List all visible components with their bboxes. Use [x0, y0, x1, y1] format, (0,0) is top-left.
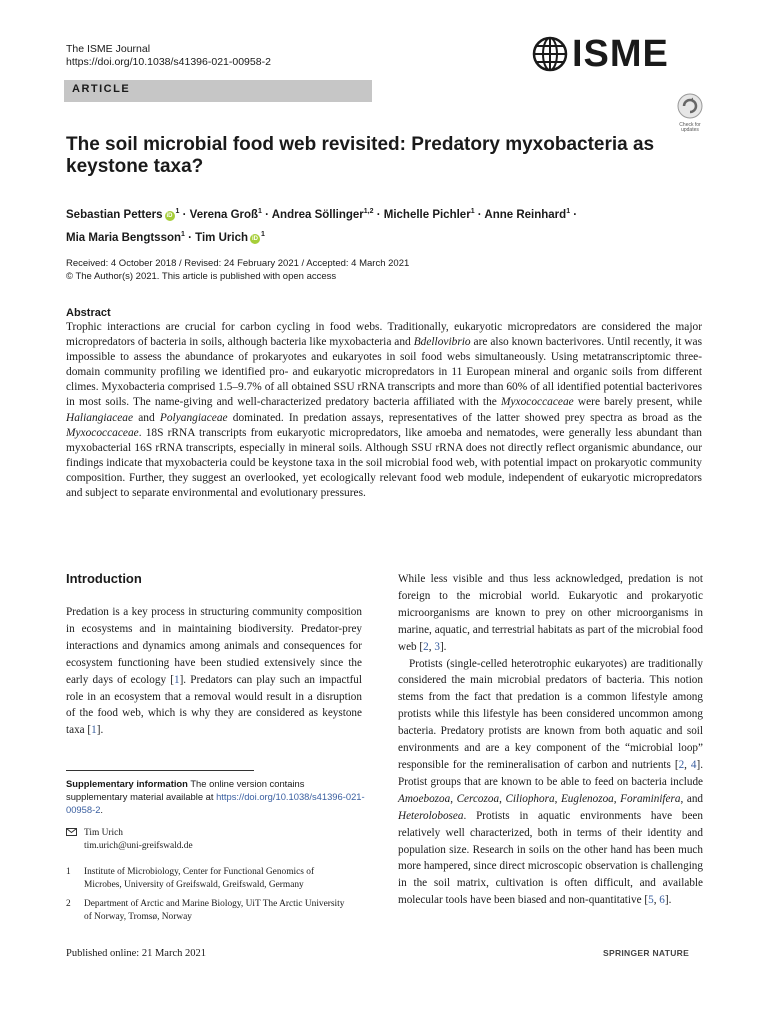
affiliation-sup: 1,2 [363, 208, 374, 215]
check-for-updates-icon[interactable] [675, 92, 705, 126]
author-name[interactable]: Anne Reinhard [484, 208, 567, 221]
affiliation-sup: 1 [175, 208, 180, 215]
affiliation-sup: 1 [181, 230, 185, 238]
publisher-logo: SPRINGER NATURE [603, 948, 690, 958]
abstract-heading: Abstract [66, 307, 111, 319]
taxon-name: Polyangiaceae [159, 411, 228, 424]
separator: · [179, 208, 190, 221]
author-name[interactable]: Mia Maria Bengtsson [66, 231, 182, 244]
supp-label: Supplementary information [66, 778, 188, 789]
check-for-updates-label: Check for updates [679, 122, 701, 133]
doi-link[interactable]: https://doi.org/10.1038/s41396-021-00958-2 [66, 56, 271, 68]
affiliation-sup: 1 [470, 208, 475, 215]
isme-logo [532, 34, 669, 74]
taxon-name: Amoebozoa [398, 792, 451, 805]
paragraph-part: ]. [664, 894, 672, 907]
citation-link[interactable]: 6 [659, 894, 665, 907]
abstract-part: and [133, 411, 160, 424]
supplementary-info [66, 777, 366, 816]
taxon-name: Bdellovibrio [413, 336, 471, 349]
abstract-part: Trophic interactions are crucial for carbon cycling in food webs. Traditionally, eukaryotic micropredators are considered the major micropredators of bacteria in soils, although bacteria like myxobacteria and [66, 321, 702, 349]
paragraph-part: ]. [96, 724, 104, 737]
separator: · [261, 208, 272, 221]
citation-link[interactable]: 1 [173, 673, 180, 686]
abstract-part: . 18S rRNA transcripts from eukaryotic micropredators, like amoeba and nematodes, were generally less abundant than myxobacterial 16S rRNA transcripts, especially in mineral soils. Although SSU rRNA does not directly reflect organismic abundance, our findings indicate that myxobacteria could be keystone taxa in the soil microbial food web, with potential impact on prokaryotic community composition. Further, they suggest an overlooked, yet ecologically relevant food web module, independent of eukaryotic micropredators and subject to separate environmental and evolutionary pressures. [66, 426, 702, 500]
affiliation-sup: 1 [566, 208, 571, 215]
corresponding-email[interactable]: tim.urich@uni-greifswald.de [84, 841, 193, 851]
corresponding-author: Tim Urich [84, 828, 123, 838]
affiliation-text: Institute of Microbiology, Center for Functional Genomics of Microbes, University of Greifswald, Greifswald, Germany [84, 867, 315, 890]
affiliation-number: 1 [66, 867, 71, 877]
separator: · [373, 208, 384, 221]
footnote-divider [66, 770, 254, 771]
intro-right-column [398, 571, 703, 909]
paragraph: Protists (single-celled heterotrophic eukaryotes) are traditionally considered the main microbial predators of bacteria. This notion stems from the fact that predation is a common lifestyle among protists while this lifestyle has been considered uncommon among bacteria. Predatory protists are known from both aquatic and soil environments and are a key component of the “microbial loop” responsible for the remineralisation of carbon and nutrients [2, 4]. Protist groups that are known to be able to feed on bacteria include Amoebozoa, Cercozoa, Ciliophora, Euglenozoa, Foraminifera, and Heterolobosea. Protists in aquatic environments have been relatively well characterized, both in terms of their identity and population size. Research in soils on the other hand has been much more hampered, since direct microscopic observation is challenging in the soil matrix, cultivation is often difficult, and available molecular tools have been biased and non-quantitative [5, 6]. [398, 657, 704, 907]
correspondence [84, 827, 193, 853]
taxon-name: Euglenozoa [560, 792, 614, 805]
abstract-part: were barely present, while [573, 396, 703, 409]
supp-end: . [100, 804, 104, 815]
separator: · [184, 231, 196, 244]
dates-block [66, 257, 409, 283]
taxon-name: Cercozoa [456, 792, 500, 805]
logo-text: ISME [572, 32, 669, 75]
copyright-line: © The Author(s) 2021. This article is published with open access [66, 271, 337, 282]
paragraph-part: While less visible and thus less acknowledged, predation is not foreign to the microbial world. Eukaryotic and prokaryotic microorganisms are known to prey on other microorganisms in marine, aquatic, and terrestrial habitats as part of the microbial food web [ [398, 573, 703, 653]
citation-link[interactable]: 2 [423, 640, 429, 653]
author-name[interactable]: Tim Urich [195, 231, 248, 244]
section-label: ARTICLE [72, 83, 131, 95]
affiliation-sup: 1 [258, 208, 262, 215]
author-name[interactable]: Verena Groß [189, 208, 259, 221]
supp-text: The online version contains supplementary material available at [66, 778, 305, 802]
author-name[interactable]: Michelle Pichler [383, 208, 471, 221]
citation-link[interactable]: 2 [678, 758, 685, 771]
citation-link[interactable]: 1 [91, 724, 97, 737]
affiliation-number: 2 [66, 899, 71, 909]
abstract-part: dominated. In predation assays, representatives of the latter showed prey spectra as broad as the [227, 411, 702, 424]
taxon-name: Haliangiaceae [66, 411, 134, 424]
paragraph-part: Predation is a key process in structuring community composition in ecosystems and in maintaining biodiversity. Predator-prey interactions and dynamics among animals and consequences for ecosystem functioning have been studied extensively since the early days of ecology [ [66, 606, 362, 686]
citation-link[interactable]: 3 [434, 640, 440, 653]
taxon-name: Ciliophora [505, 792, 555, 805]
abstract-part: are also known bacterivores. Until recently, it was impossible to assess the abundance of prokaryotes and eukaryotes in soil food webs simultaneously. Using metatranscriptomic three-domain community profiling we identified pro- and eukaryotic micropredators in 11 European mineral and organic soils from different climes. Myxobacteria comprised 1.5–9.7% of all obtained SSU rRNA transcripts and more than 60% of all identified potential bacterivores in most soils. The name-giving and well-characterized predatory bacteria affiliated with the [66, 336, 702, 409]
paragraph-part: ]. Predators can play such an impactful role in an ecosystem that a removal would result in a disruption of the food web, which is why they are considered as keystone taxa [ [66, 673, 363, 737]
orcid-icon[interactable]: iD [166, 212, 173, 219]
author-name[interactable]: Sebastian Petters [66, 208, 163, 221]
introduction-heading: Introduction [66, 571, 142, 586]
article-title: The soil microbial food web revisited: Predatory myxobacteria as keystone taxa? [66, 134, 655, 177]
taxon-name: Foraminifera [620, 792, 681, 805]
orcid-icon[interactable]: iD [252, 235, 258, 242]
author-list [66, 202, 706, 248]
citation-link[interactable]: 5 [648, 894, 654, 907]
abstract-text [66, 320, 702, 501]
paragraph-part: Protists (single-celled heterotrophic eukaryotes) are traditionally considered the main microbial predators of bacteria. This notion stems from the fact that predation is a common lifestyle among protists while this lifestyle has been considered uncommon among bacteria. Predatory protists are known from both aquatic and soil environments and are a key component of the “microbial loop” responsible for the remineralisation of carbon and nutrients [ [398, 657, 703, 771]
taxon-name: Heterolobosea [398, 809, 464, 822]
taxon-name: Myxococcaceae [501, 396, 574, 409]
affiliation-sup: 1 [261, 230, 265, 238]
taxon-name: Myxococcaceae [66, 426, 139, 439]
paragraph-part: ]. [439, 640, 447, 653]
intro-left-column [66, 604, 362, 739]
separator: · [570, 208, 578, 221]
journal-header [66, 43, 271, 69]
citation-link[interactable]: 4 [690, 758, 697, 771]
paragraph-part: . Protists in aquatic environments have been relatively well characterized, both in terms of their identity and population size. Research in soils on the other hand has been much more hampered, since direct microscopic observation is challenging in the soil matrix, cultivation is often difficult, and available molecular tools have been biased and non-quantitative [ [398, 809, 703, 907]
author-name[interactable]: Andrea Söllinger [271, 208, 364, 221]
paragraph-part: , and [680, 792, 704, 805]
separator: · [474, 208, 485, 221]
envelope-icon [66, 828, 77, 836]
received-dates: Received: 4 October 2018 / Revised: 24 February 2021 / Accepted: 4 March 2021 [66, 258, 410, 269]
paragraph-part: ]. Protist groups that are known to be able to feed on bacteria include [398, 758, 704, 788]
paragraph: While less visible and thus less acknowledged, predation is not foreign to the microbial world. Eukaryotic and prokaryotic microorganisms are known to prey on other microorganisms in marine, aquatic, and terrestrial habitats as part of the microbial food web [2, 3]. [398, 573, 703, 653]
published-date: Published online: 21 March 2021 [66, 948, 206, 959]
globe-icon [532, 36, 568, 72]
supp-link[interactable]: https://doi.org/10.1038/s41396-021-00958-2 [66, 791, 365, 815]
journal-name: The ISME Journal [66, 43, 151, 55]
affiliation-text: Department of Arctic and Marine Biology, UiT The Arctic University of Norway, Tromsø, Norway [84, 899, 345, 922]
